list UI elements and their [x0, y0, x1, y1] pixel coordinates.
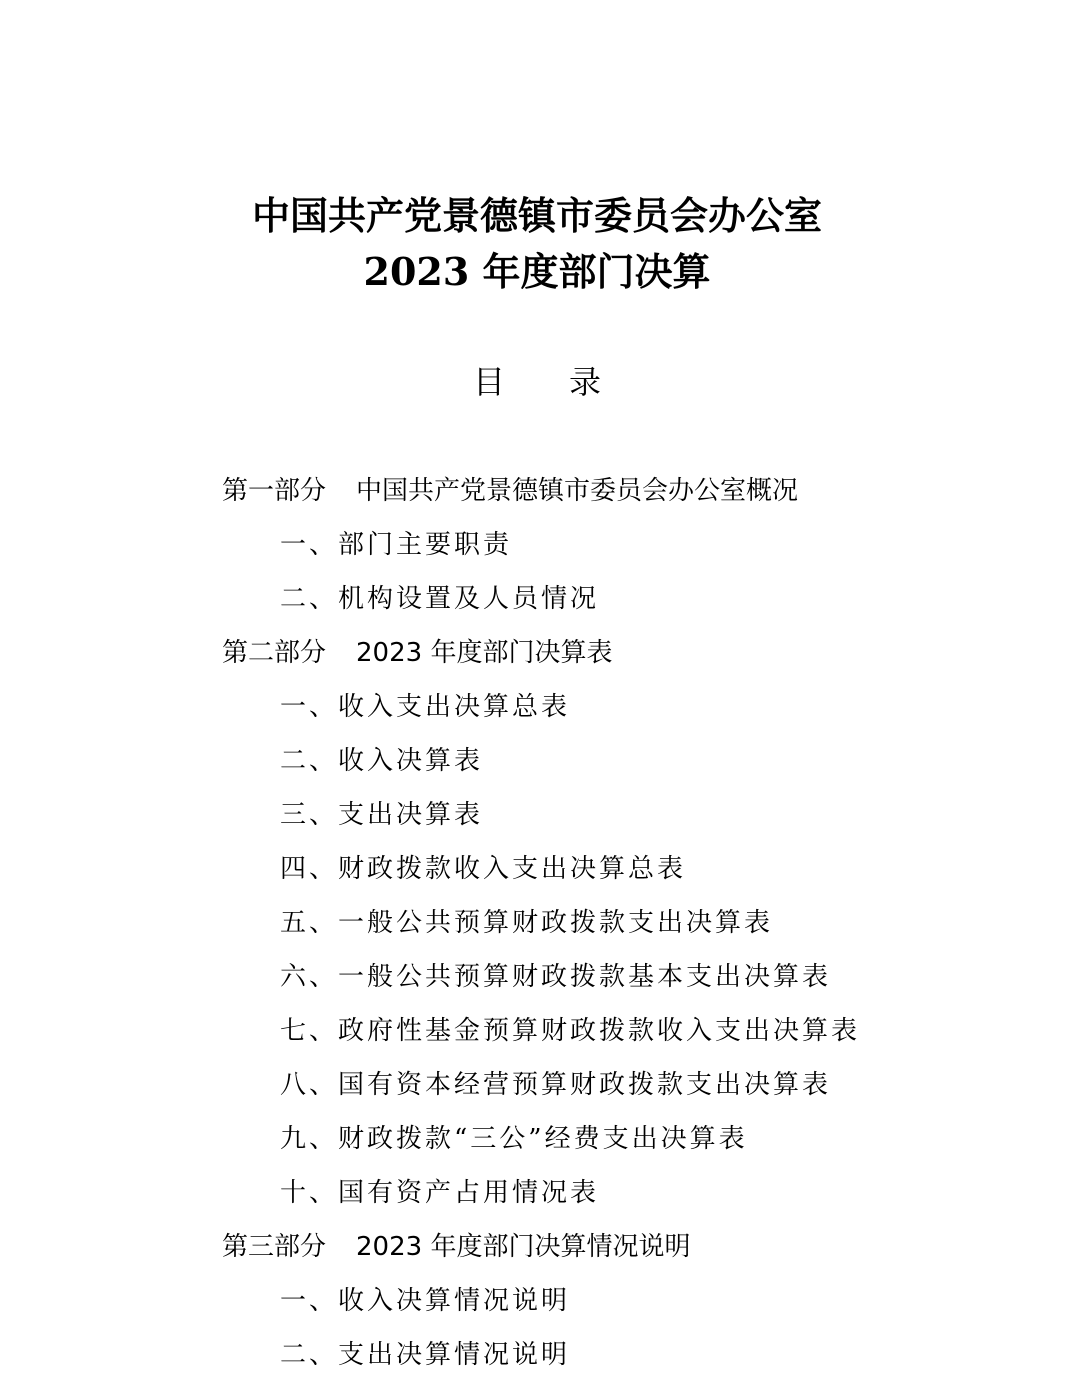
toc-part-heading — [222, 637, 612, 669]
toc-heading-char-2: 录 — [569, 363, 602, 401]
toc-item: 一、收入支出决算总表 — [280, 692, 571, 722]
toc-item: 九、财政拨款“三公”经费支出决算表 — [280, 1124, 748, 1154]
toc-item: 一、收入决算情况说明 — [280, 1286, 571, 1316]
toc-heading-char-1: 目 — [472, 363, 505, 401]
toc-item: 六、一般公共预算财政拨款基本支出决算表 — [280, 962, 832, 992]
toc-part-label: 第一部分 — [222, 476, 327, 506]
toc-item: 一、部门主要职责 — [280, 530, 513, 560]
toc-heading — [0, 362, 1074, 402]
document-title-line-1: 中国共产党景德镇市委员会办公室 — [251, 193, 822, 238]
toc-item: 四、财政拨款收入支出决算总表 — [280, 854, 687, 884]
toc-part-title: 中国共产党景德镇市委员会办公室概况 — [356, 476, 799, 506]
toc-item: 三、支出决算表 — [280, 800, 484, 830]
toc-part-title: 2023 年度部门决算表 — [356, 638, 613, 668]
toc-part-title: 2023 年度部门决算情况说明 — [356, 1232, 691, 1262]
toc-item: 十、国有资产占用情况表 — [280, 1178, 600, 1208]
toc-item: 二、收入决算表 — [280, 746, 484, 776]
toc-part-label: 第三部分 — [222, 1232, 327, 1262]
toc-item: 八、国有资本经营预算财政拨款支出决算表 — [280, 1070, 832, 1100]
document-title-line-2: 2023 年度部门决算 — [363, 249, 711, 294]
toc-part-heading — [222, 475, 798, 507]
toc-part-label: 第二部分 — [222, 638, 327, 668]
toc-item: 二、支出决算情况说明 — [280, 1340, 571, 1370]
toc-item: 五、一般公共预算财政拨款支出决算表 — [280, 908, 774, 938]
toc-item: 二、机构设置及人员情况 — [280, 584, 600, 614]
toc-part-heading — [222, 1231, 690, 1263]
toc-item: 七、政府性基金预算财政拨款收入支出决算表 — [280, 1016, 861, 1046]
